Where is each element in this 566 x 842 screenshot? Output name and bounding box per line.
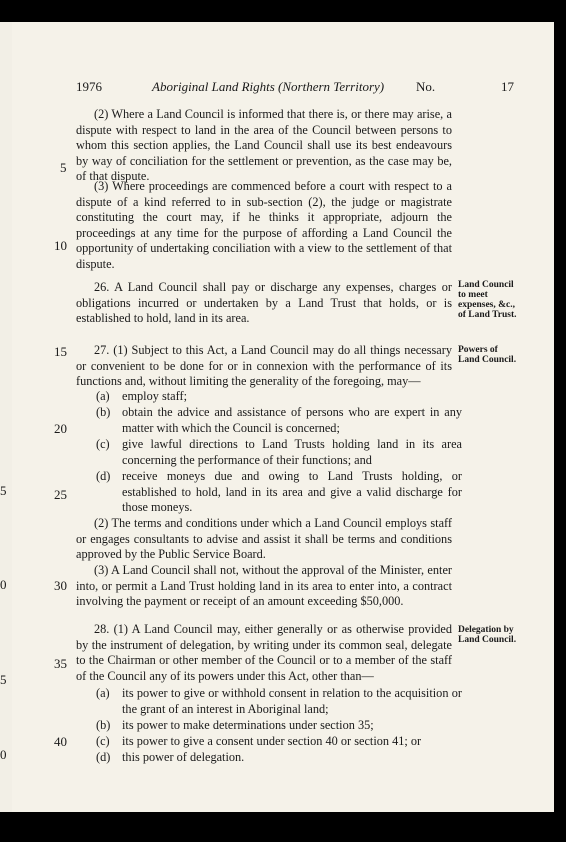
line-number: 20 xyxy=(54,421,67,436)
line-number: 30 xyxy=(54,578,67,593)
margin-number: 5 xyxy=(0,483,7,498)
side-note-28: Delegation by Land Council. xyxy=(458,625,517,645)
page-number: 17 xyxy=(501,79,514,94)
section-27-3: (3) A Land Council shall not, without the approval of the Minister, enter into, or permit a Land Trust holding land in its area to enter into, a contract involving the payment or receipt of an amount exceeding $50,000. xyxy=(76,563,452,608)
section-27: 27. (1) Subject to this Act, a Land Council may do all things necessary or convenient to be done for or in connexion with the performance of its functions and, without limiting the generality of the foregoing, may— xyxy=(76,343,452,388)
line-number: 35 xyxy=(54,656,67,671)
margin-number: 5 xyxy=(0,672,7,687)
section-28: 28. (1) A Land Council may, either generally or as otherwise provided by the instrument of delegation, by writing under its common seal, delegate to the Chairman or other member of the Council or to a member of the staff of the Council any of its powers under this Act, other than— xyxy=(76,622,452,683)
margin-number: 0 xyxy=(0,577,7,592)
line-number: 25 xyxy=(54,487,67,502)
header-no: No. xyxy=(416,79,436,94)
line-number: 5 xyxy=(60,160,67,175)
line-number: 10 xyxy=(54,238,67,253)
header-title: Aboriginal Land Rights (Northern Territory) xyxy=(152,79,385,94)
paragraph-2: (2) Where a Land Council is informed that there is, or there may arise, a dispute with respect to land in the area of the Council between persons to whom this section applies, the Land Council shall use its best endeavours by way of conciliation for the settlement or prevention, as the case may be, of that dispute. xyxy=(76,107,452,183)
document-page: 1976 Aboriginal Land Rights (Northern Territory) No. 17 (2) Where a Land Council is informed that there is, or there may arise, a dispute with respect to land in the area of the Council between persons to whom this section applies, the Land Council shall use its best endeavours by way of conciliation for the settlement or prevention, as the case may be, of that dispute. (3) Where proceedings are commenced before a court with respect to a dispute of a kind referred to in sub-section (2), the judge or magistrate constituting the court may, if he thinks it appropriate, adjourn the proceedings at any time for the purpose of affording a Land Council the opportunity of undertaking conciliation with a view to the settlement of that dispute. 26. A Land Council shall pay or discharge any expenses, charges or obligations incurred or undertaken by a Land Trust that holds, or is established to hold, land in its area. Land Council to meet expenses, &c., of Land Trust. 27. (1) Subject to this Act, a Land Council may do all things necessary or convenient to be done for or in connexion with the performance of its functions and, without limiting the generality of the foregoing, may— Powers of Land Council. (a) employ staff; (b) obtain the advice and assistance of persons who are expert in any matter with which the Council is concerned; (c) give lawful directions to Land Trusts holding land in its area concerning the performance of their functions; and (d) receive moneys due and owing to Land Trusts holding, or established to hold, land in its area and give a valid discharge for those moneys. (2) The terms and conditions under which a Land Council employs staff or engages consultants to advise and assist it shall be terms and conditions approved by the Public Service Board. (3) A Land Council shall not, without the approval of the Minister, enter into, or permit a Land Trust holding land in its area to enter into, a contract involving the payment or receipt of an amount exceeding $50,000. 28. (1) A Land Council may, either generally or as otherwise provided by the instrument of delegation, by writing under its common seal, delegate to the Chairman or other member of the Council or to a member of the staff of the Council any of its powers under this Act, other than— Delegation by Land Council. (a) its power to give or withhold consent in relation to the acquisition or the grant of an interest in Aboriginal land; (b) its power to make determinations under section 35; (c) its power to give a consent under section 40 or section 41; or (d) this power of delegation. 5 10 15 20 25 30 35 40 xyxy=(12,22,554,812)
paragraph-3: (3) Where proceedings are commenced before a court with respect to a dispute of a kind referred to in sub-section (2), the judge or magistrate constituting the court may, if he thinks it appropriate, adjourn the proceedings at any time for the purpose of affording a Land Council the opportunity of undertaking conciliation with a view to the settlement of that dispute. xyxy=(76,179,452,271)
adjacent-page-edge xyxy=(0,22,12,812)
line-number: 40 xyxy=(54,734,67,749)
section-27-2: (2) The terms and conditions under which a Land Council employs staff or engages consultants to advise and assist it shall be terms and conditions approved by the Public Service Board. xyxy=(76,516,452,561)
margin-number: 0 xyxy=(0,747,7,762)
side-note-26: Land Council to meet expenses, &c., of Land Trust. xyxy=(458,280,517,320)
header-year: 1976 xyxy=(76,79,102,94)
side-note-27: Powers of Land Council. xyxy=(458,345,517,365)
line-number: 15 xyxy=(54,344,67,359)
section-26: 26. A Land Council shall pay or discharge any expenses, charges or obligations incurred or undertaken by a Land Trust that holds, or is established to hold, land in its area. xyxy=(76,280,452,325)
